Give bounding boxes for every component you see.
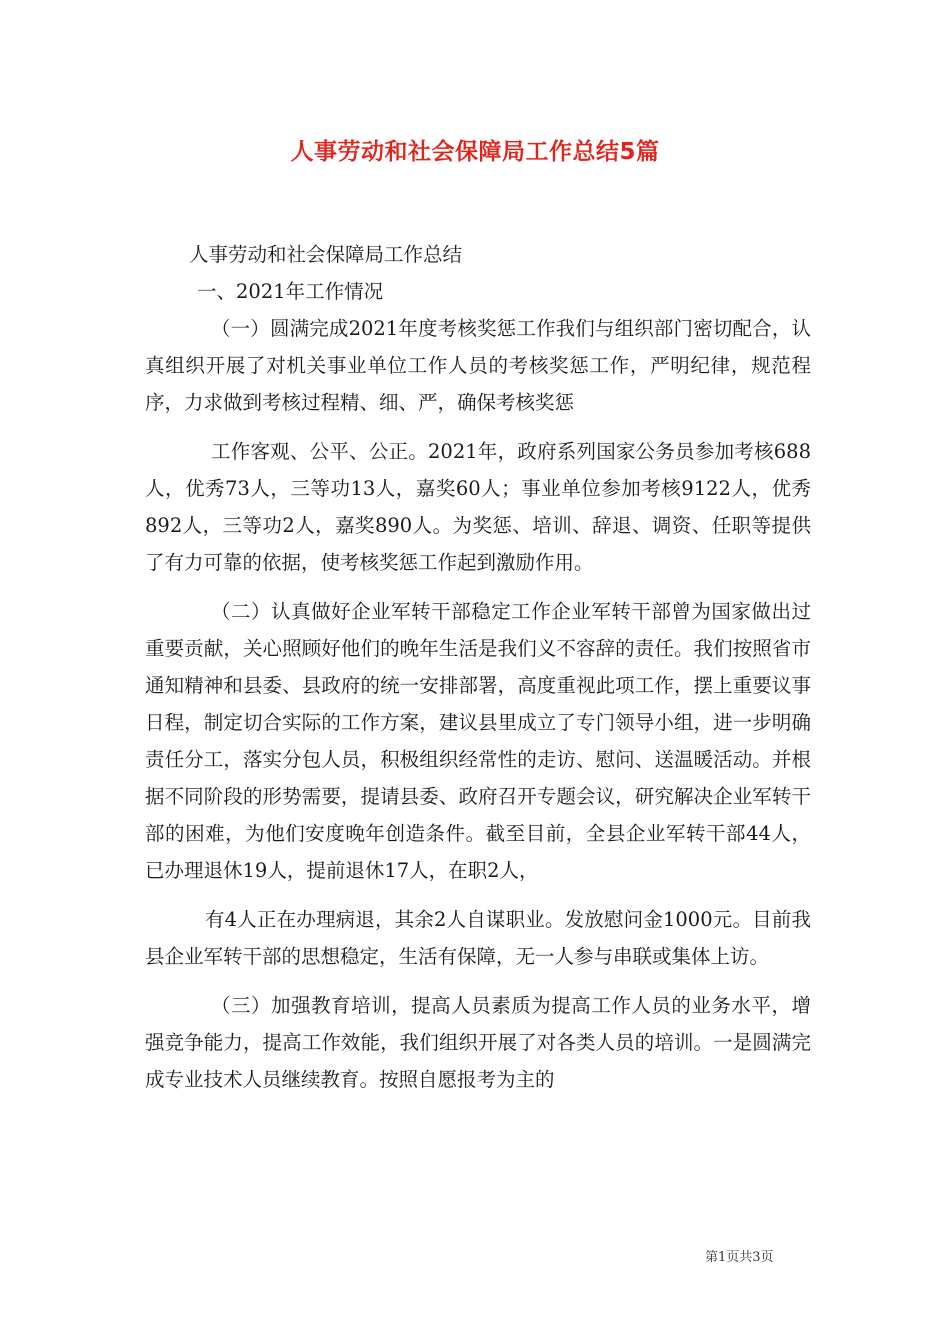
page-number: 第1页共3页 bbox=[705, 1250, 774, 1265]
paragraph-training: （三）加强教育培训，提高人员素质为提高工作人员的业务水平，增强竞争能力，提高工作效能，我们组织开展了对各类人员的培训。一是圆满完成专业技术人员继续教育。按照自愿报考为主的 bbox=[145, 994, 811, 1091]
document-body bbox=[145, 236, 811, 1098]
paragraph-military-cadres: （二）认真做好企业军转干部稳定工作企业军转干部曾为国家做出过重要贡献，关心照顾好他们的晚年生活是我们义不容辞的责任。我们按照省市通知精神和县委、县政府的统一安排部署，高度重视此项工作，摆上重要议事日程，制定切合实际的工作方案，建议县里成立了专门领导小组，进一步明确责任分工，落实分包人员，积极组织经常性的走访、慰问、送温暖活动。并根据不同阶段的形势需要，提请县委、政府召开专题会议，研究解决企业军转干部的困难，为他们安度晚年创造条件。截至目前，全县企业军转干部44人，已办理退休19人，提前退休17人，在职2人， bbox=[145, 600, 811, 882]
subsection-heading: 一、2021年工作情况 bbox=[197, 280, 384, 303]
paragraph-appraisal-results: 工作客观、公平、公正。2021年，政府系列国家公务员参加考核688人，优秀73人，三等功13人，嘉奖60人；事业单位参加考核9122人，优秀892人，三等功2人，嘉奖890人。为奖惩、培训、辞退、调资、任职等提供了有力可靠的依据，使考核奖惩工作起到激励作用。 bbox=[145, 440, 811, 574]
paragraph-appraisal: （一）圆满完成2021年度考核奖惩工作我们与组织部门密切配合，认真组织开展了对机关事业单位工作人员的考核奖惩工作，严明纪律，规范程序，力求做到考核过程精、细、严，确保考核奖惩 bbox=[145, 317, 811, 414]
paragraph-military-cadres-status: 有4人正在办理病退，其余2人自谋职业。发放慰问金1000元。目前我县企业军转干部的思想稳定，生活有保障，无一人参与串联或集体上访。 bbox=[145, 908, 811, 968]
section-heading: 人事劳动和社会保障局工作总结 bbox=[189, 243, 463, 266]
document-title: 人事劳动和社会保障局工作总结5篇 bbox=[290, 139, 660, 165]
